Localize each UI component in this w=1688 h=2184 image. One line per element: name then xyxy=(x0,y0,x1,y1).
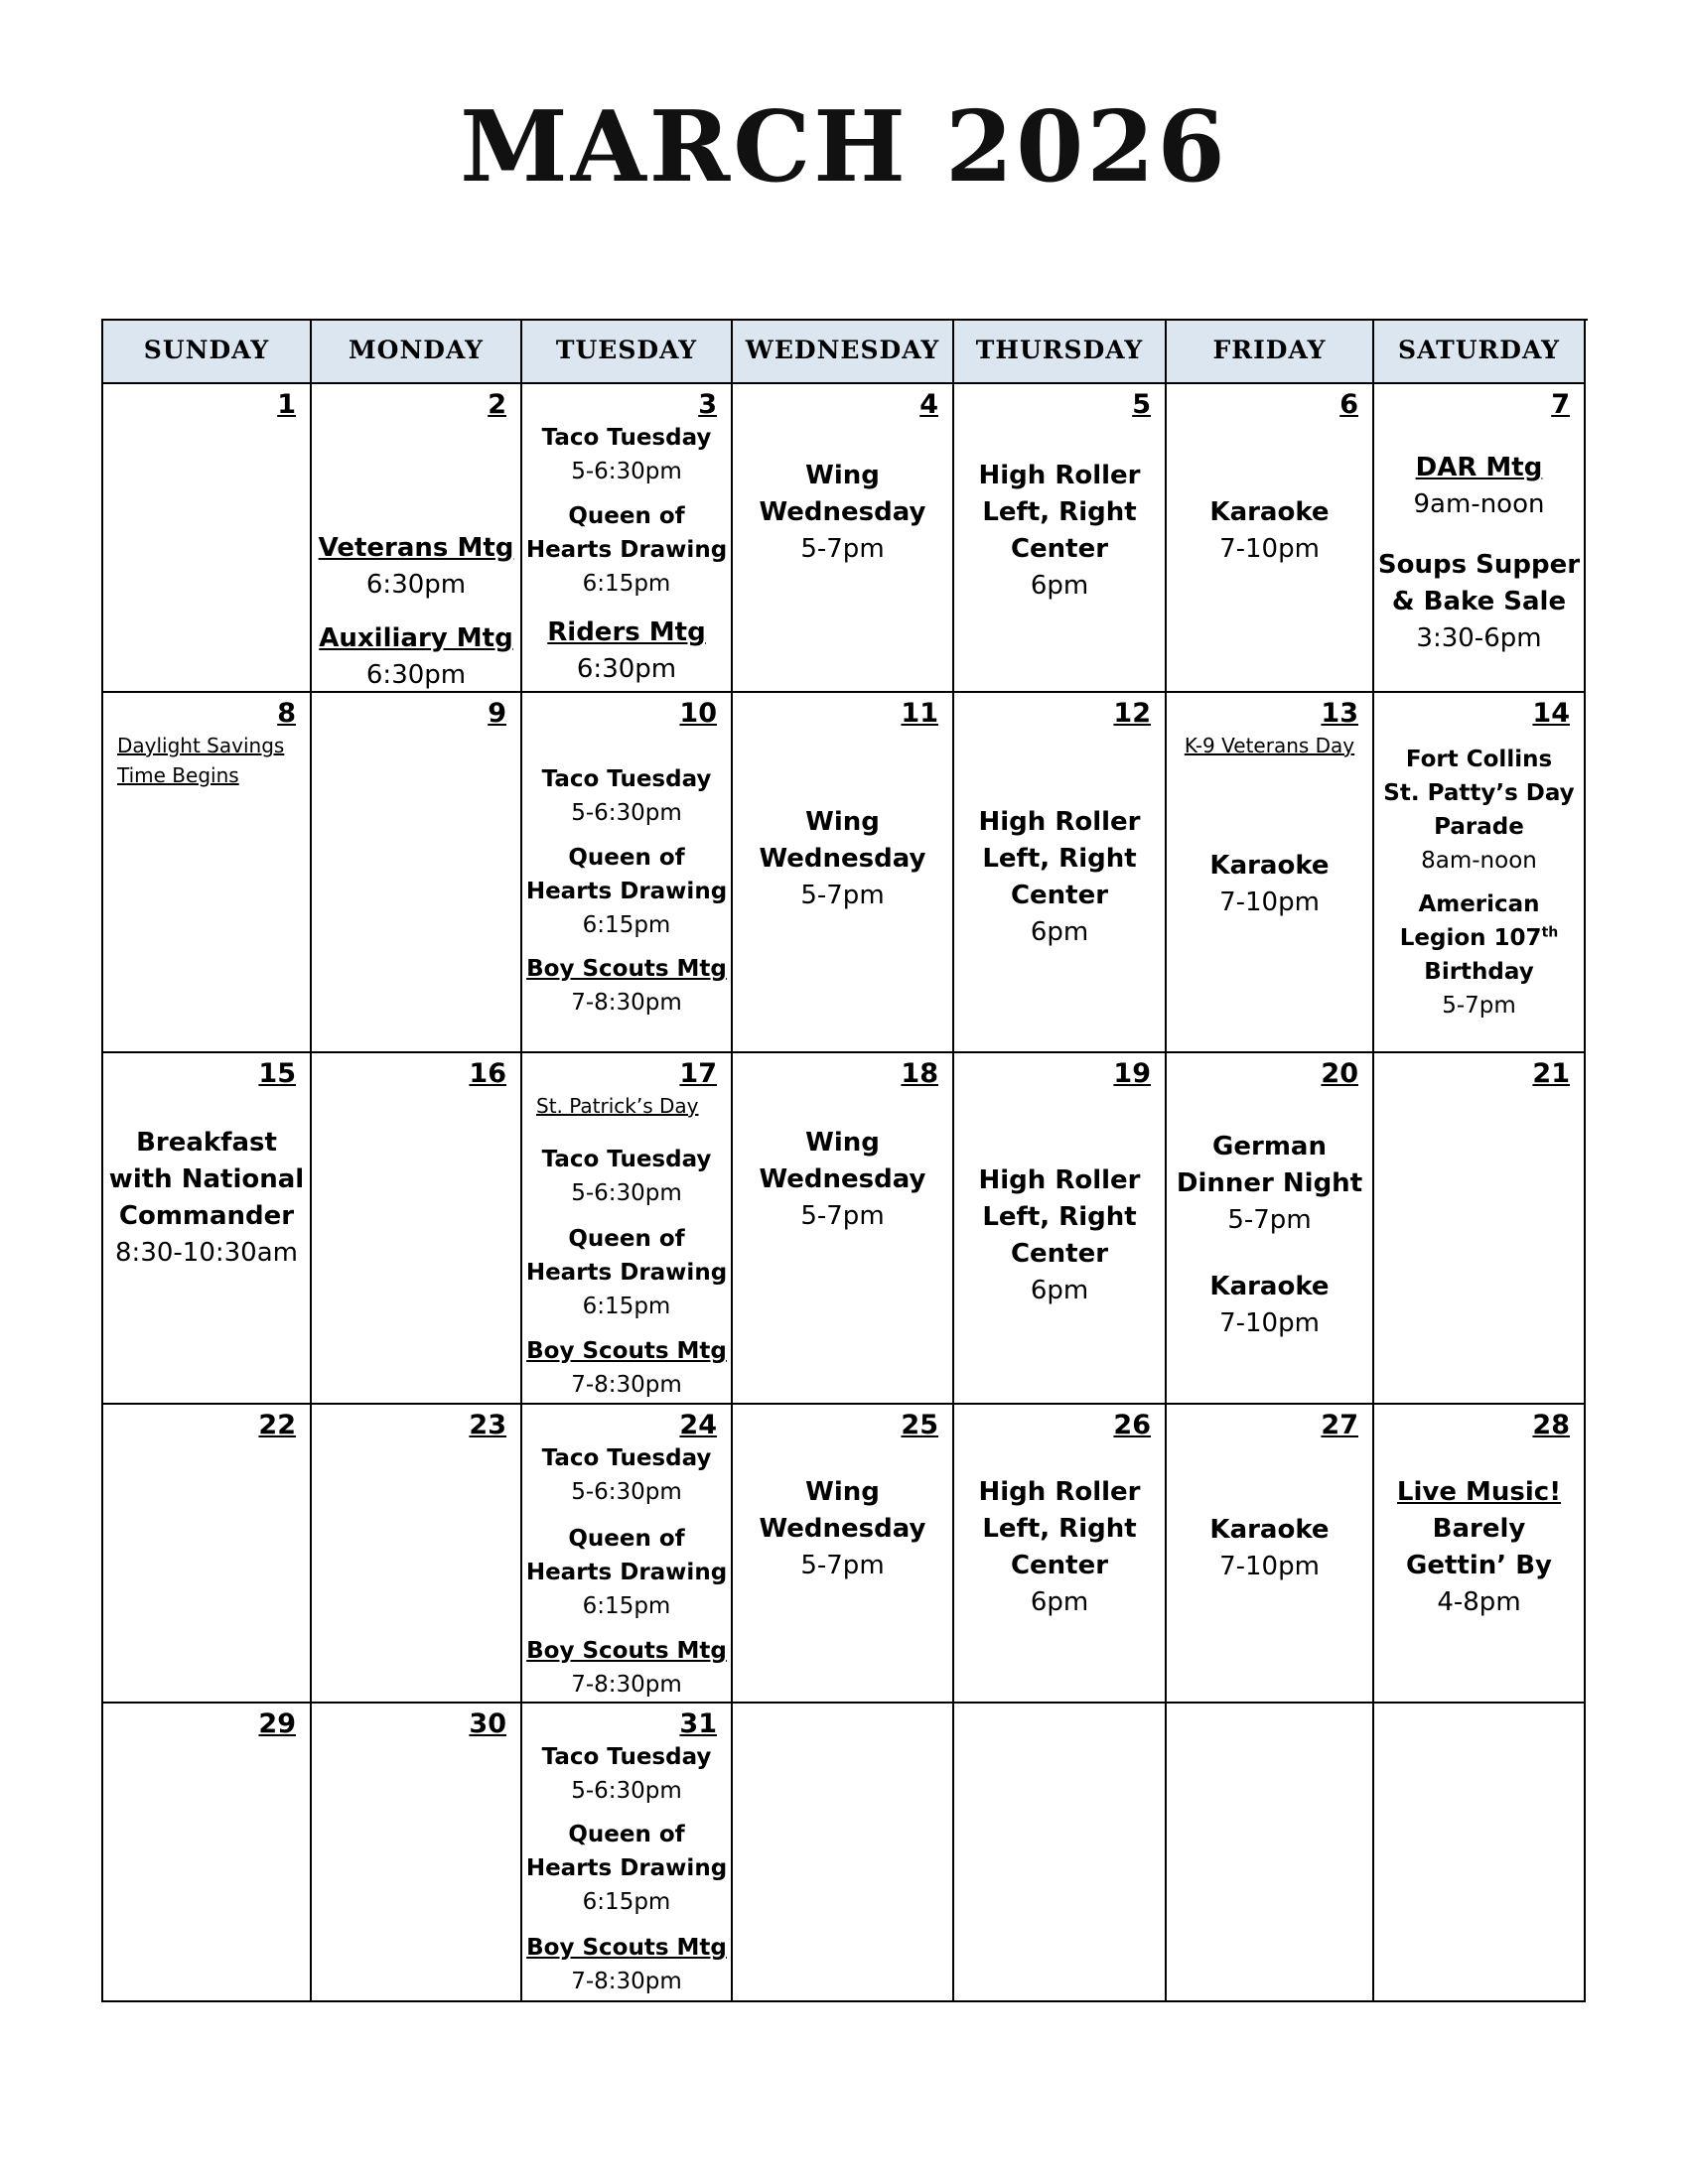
day-number: 5 xyxy=(1132,389,1151,420)
day-number: 30 xyxy=(469,1708,506,1739)
day-cell-28 xyxy=(1374,1405,1586,1704)
event-queen-of-hearts: Queen of Hearts Drawing 6:15pm xyxy=(525,1822,728,1915)
day-number: 24 xyxy=(679,1410,717,1440)
event-taco-tuesday: Taco Tuesday 5-6:30pm xyxy=(541,766,712,826)
day-cell-19 xyxy=(954,1053,1167,1405)
day-cell-7 xyxy=(1374,384,1586,693)
day-cell-18 xyxy=(733,1053,954,1405)
week-row-1 xyxy=(103,384,1588,693)
day-number: 27 xyxy=(1321,1410,1358,1440)
day-number: 31 xyxy=(679,1708,717,1739)
event-queen-of-hearts: Queen of Hearts Drawing 6:15pm xyxy=(525,1226,728,1319)
event-legion-birthday: American Legion 107th Birthday 5-7pm xyxy=(1399,891,1559,1019)
day-number: 2 xyxy=(488,389,506,420)
week-row-2 xyxy=(103,693,1588,1053)
event-auxiliary-mtg: Auxiliary Mtg 6:30pm xyxy=(319,623,513,690)
event-taco-tuesday: Taco Tuesday 5-6:30pm xyxy=(541,1147,712,1206)
event-taco-tuesday: Taco Tuesday 5-6:30pm xyxy=(541,1744,712,1804)
event-wing-wednesday: Wing Wednesday 5-7pm xyxy=(759,461,926,564)
day-number: 6 xyxy=(1339,389,1358,420)
weekday-monday: MONDAY xyxy=(312,321,522,384)
day-cell-31 xyxy=(522,1704,733,2002)
day-cell-10 xyxy=(522,693,733,1053)
day-number: 12 xyxy=(1113,698,1151,729)
empty-cell xyxy=(954,1704,1167,2002)
event-soups-supper: Soups Supper & Bake Sale 3:30-6pm xyxy=(1377,550,1581,653)
day-number: 28 xyxy=(1532,1410,1570,1440)
day-number: 21 xyxy=(1532,1058,1570,1089)
event-wing-wednesday: Wing Wednesday 5-7pm xyxy=(759,1477,926,1580)
note-daylight-savings: Daylight Savings Time Begins xyxy=(117,734,285,787)
day-number: 11 xyxy=(901,698,938,729)
day-number: 23 xyxy=(469,1410,506,1440)
day-cell-22 xyxy=(103,1405,312,1704)
empty-cell xyxy=(733,1704,954,2002)
event-karaoke: Karaoke 7-10pm xyxy=(1209,1272,1330,1338)
event-high-roller: High Roller Left, Right Center 6pm xyxy=(978,461,1141,601)
weekday-thursday: THURSDAY xyxy=(954,321,1167,384)
day-cell-17 xyxy=(522,1053,733,1405)
event-queen-of-hearts: Queen of Hearts Drawing 6:15pm xyxy=(525,503,728,597)
weekday-sunday: SUNDAY xyxy=(103,321,312,384)
day-number: 15 xyxy=(258,1058,296,1089)
event-taco-tuesday: Taco Tuesday 5-6:30pm xyxy=(541,1445,712,1505)
event-karaoke: Karaoke 7-10pm xyxy=(1209,851,1330,917)
event-taco-tuesday: Taco Tuesday 5-6:30pm xyxy=(541,425,712,484)
day-cell-2 xyxy=(312,384,522,693)
day-number: 3 xyxy=(698,389,717,420)
day-cell-12 xyxy=(954,693,1167,1053)
event-wing-wednesday: Wing Wednesday 5-7pm xyxy=(759,807,926,910)
empty-cell xyxy=(1374,1704,1586,2002)
day-cell-21 xyxy=(1374,1053,1586,1405)
day-number: 17 xyxy=(679,1058,717,1089)
day-number: 26 xyxy=(1113,1410,1151,1440)
day-number: 9 xyxy=(488,698,506,729)
event-karaoke: Karaoke 7-10pm xyxy=(1209,1515,1330,1581)
day-cell-11 xyxy=(733,693,954,1053)
day-number: 18 xyxy=(901,1058,938,1089)
event-german-dinner: German Dinner Night 5-7pm xyxy=(1176,1132,1363,1235)
day-cell-5 xyxy=(954,384,1167,693)
day-cell-14 xyxy=(1374,693,1586,1053)
day-number: 16 xyxy=(469,1058,506,1089)
day-number: 20 xyxy=(1321,1058,1358,1089)
event-breakfast-commander: Breakfast with National Commander 8:30-10:30am xyxy=(108,1128,305,1268)
event-wing-wednesday: Wing Wednesday 5-7pm xyxy=(759,1128,926,1231)
event-karaoke: Karaoke 7-10pm xyxy=(1209,497,1330,564)
day-number: 13 xyxy=(1321,698,1358,729)
day-number: 7 xyxy=(1551,389,1570,420)
event-riders-mtg: Riders Mtg 6:30pm xyxy=(547,617,706,684)
event-queen-of-hearts: Queen of Hearts Drawing 6:15pm xyxy=(525,845,728,938)
day-cell-1 xyxy=(103,384,312,693)
event-boy-scouts-mtg: Boy Scouts Mtg 7-8:30pm xyxy=(526,1935,727,1994)
day-cell-13 xyxy=(1167,693,1374,1053)
day-number: 25 xyxy=(901,1410,938,1440)
day-number: 1 xyxy=(277,389,296,420)
day-cell-25 xyxy=(733,1405,954,1704)
note-st-patricks-day: St. Patrick’s Day xyxy=(536,1094,699,1118)
weekday-wednesday: WEDNESDAY xyxy=(733,321,954,384)
day-cell-24 xyxy=(522,1405,733,1704)
day-number: 14 xyxy=(1532,698,1570,729)
day-number: 10 xyxy=(679,698,717,729)
event-boy-scouts-mtg: Boy Scouts Mtg 7-8:30pm xyxy=(526,956,727,1016)
day-cell-16 xyxy=(312,1053,522,1405)
day-cell-15 xyxy=(103,1053,312,1405)
event-veterans-mtg: Veterans Mtg 6:30pm xyxy=(318,533,514,600)
day-cell-30 xyxy=(312,1704,522,2002)
week-row-3 xyxy=(103,1053,1588,1405)
empty-cell xyxy=(1167,1704,1374,2002)
day-cell-6 xyxy=(1167,384,1374,693)
day-cell-20 xyxy=(1167,1053,1374,1405)
weekday-tuesday: TUESDAY xyxy=(522,321,733,384)
day-cell-8 xyxy=(103,693,312,1053)
day-number: 22 xyxy=(258,1410,296,1440)
day-cell-4 xyxy=(733,384,954,693)
event-high-roller: High Roller Left, Right Center 6pm xyxy=(978,1165,1141,1305)
weekday-saturday: SATURDAY xyxy=(1374,321,1586,384)
day-cell-9 xyxy=(312,693,522,1053)
event-boy-scouts-mtg: Boy Scouts Mtg 7-8:30pm xyxy=(526,1638,727,1698)
event-queen-of-hearts: Queen of Hearts Drawing 6:15pm xyxy=(525,1526,728,1619)
day-number: 8 xyxy=(277,698,296,729)
page-title: MARCH 2026 xyxy=(460,90,1228,205)
event-boy-scouts-mtg: Boy Scouts Mtg 7-8:30pm xyxy=(526,1338,727,1398)
event-high-roller: High Roller Left, Right Center 6pm xyxy=(978,1477,1141,1617)
day-number: 4 xyxy=(919,389,938,420)
day-cell-29 xyxy=(103,1704,312,2002)
weekday-header-row xyxy=(103,321,1588,384)
calendar-grid xyxy=(101,319,1588,2002)
day-cell-23 xyxy=(312,1405,522,1704)
day-number: 19 xyxy=(1113,1058,1151,1089)
event-st-patty-parade: Fort Collins St. Patty’s Day Parade 8am-noon xyxy=(1383,747,1575,874)
event-live-music: Live Music! Barely Gettin’ By 4-8pm xyxy=(1396,1477,1562,1617)
week-row-4 xyxy=(103,1405,1588,1704)
week-row-5 xyxy=(103,1704,1588,2002)
day-cell-27 xyxy=(1167,1405,1374,1704)
event-dar-mtg: DAR Mtg 9am-noon xyxy=(1413,453,1545,519)
event-high-roller: High Roller Left, Right Center 6pm xyxy=(978,807,1141,947)
note-k9-veterans-day: K-9 Veterans Day xyxy=(1184,734,1355,757)
day-number: 29 xyxy=(258,1708,296,1739)
day-cell-26 xyxy=(954,1405,1167,1704)
weekday-friday: FRIDAY xyxy=(1167,321,1374,384)
day-cell-3 xyxy=(522,384,733,693)
